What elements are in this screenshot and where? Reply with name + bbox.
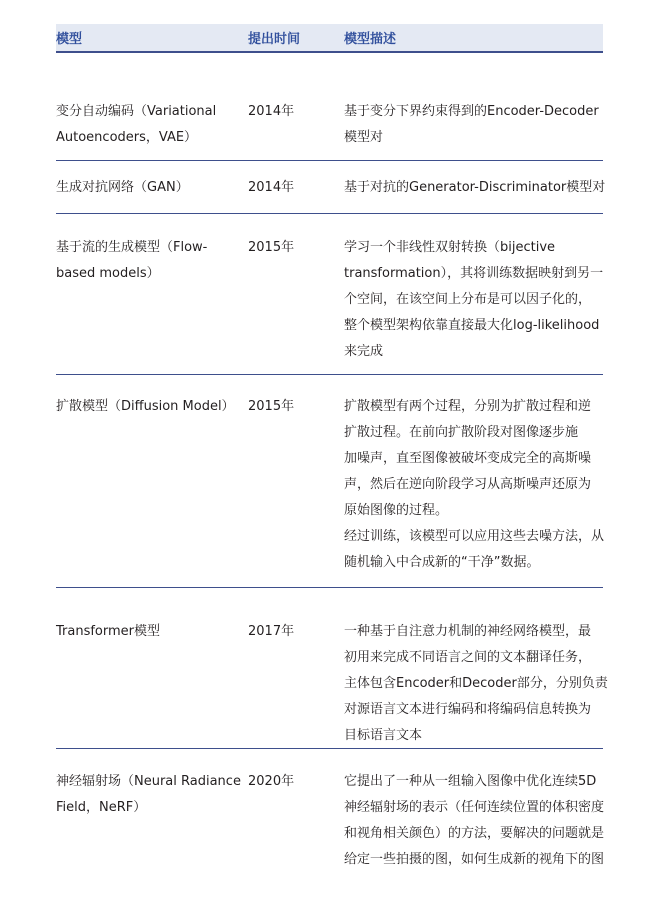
description-cell bbox=[344, 619, 608, 749]
year-cell-line: 2020年 bbox=[248, 774, 295, 789]
description-cell bbox=[344, 175, 605, 201]
table-body bbox=[56, 53, 608, 909]
description-cell-line: 扩散模型有两个过程，分别为扩散过程和逆 bbox=[344, 399, 592, 414]
year-cell-line: 2014年 bbox=[248, 104, 295, 119]
model-name-line: 变分自动编码（Variational bbox=[56, 104, 217, 119]
table-row bbox=[56, 53, 603, 161]
table-row bbox=[56, 161, 606, 214]
model-name-line: 基于流的生成模型（Flow- bbox=[56, 240, 208, 255]
description-cell-line: 原始图像的过程。 bbox=[344, 503, 449, 518]
model-name bbox=[56, 769, 241, 821]
description-cell-line: 整个模型架构依靠直接最大化log-likelihood bbox=[344, 318, 600, 333]
header-description: 模型描述 bbox=[344, 32, 397, 47]
model-name-line: Field，NeRF） bbox=[56, 800, 147, 815]
year-cell bbox=[248, 394, 294, 420]
description-cell-line: 扩散过程。在前向扩散阶段对图像逐步施 bbox=[344, 425, 579, 440]
table-row bbox=[56, 375, 603, 588]
table-row bbox=[56, 214, 603, 375]
year-cell-line: 2014年 bbox=[248, 180, 295, 195]
description-cell-line: 加噪声，直至图像被破坏变成完全的高斯噪 bbox=[344, 451, 592, 466]
description-cell-line: transformation），其将训练数据映射到另一 bbox=[344, 266, 604, 281]
description-cell-line: 神经辐射场的表示（任何连续位置的体积密度 bbox=[344, 800, 605, 815]
description-cell-line: 初用来完成不同语言之间的文本翻译任务， bbox=[344, 650, 592, 665]
model-name bbox=[56, 619, 160, 645]
description-cell-line: 随机输入中合成新的“干净”数据。 bbox=[344, 555, 540, 570]
model-name bbox=[56, 394, 235, 420]
description-cell-line: 它提出了一种从一组输入图像中优化连续5D bbox=[344, 774, 597, 789]
year-cell-line: 2015年 bbox=[248, 240, 295, 255]
model-name bbox=[56, 235, 207, 287]
year-cell-line: 2017年 bbox=[248, 624, 295, 639]
description-cell-line: 基于对抗的Generator-Discriminator模型对 bbox=[344, 180, 606, 195]
description-cell bbox=[344, 235, 603, 365]
description-cell-line: 模型对 bbox=[344, 130, 384, 145]
model-name-line: 扩散模型（Diffusion Model） bbox=[56, 399, 235, 414]
description-cell-line: 和视角相关颜色）的方法，要解决的问题就是 bbox=[344, 826, 605, 841]
header-model: 模型 bbox=[56, 32, 83, 47]
model-name-line: based models） bbox=[56, 266, 160, 281]
description-cell bbox=[344, 99, 599, 151]
year-cell bbox=[248, 769, 294, 795]
description-cell-line: 经过训练，该模型可以应用这些去噪方法，从 bbox=[344, 529, 605, 544]
description-cell-line: 给定一些拍摄的图，如何生成新的视角下的图 bbox=[344, 852, 605, 867]
description-cell-line: 主体包含Encoder和Decoder部分，分别负责 bbox=[344, 676, 608, 691]
description-cell bbox=[344, 769, 604, 873]
description-cell-line: 目标语言文本 bbox=[344, 728, 423, 743]
year-cell-line: 2015年 bbox=[248, 399, 295, 414]
model-name-line: 神经辐射场（Neural Radiance bbox=[56, 774, 241, 789]
model-name bbox=[56, 99, 216, 151]
year-cell bbox=[248, 619, 294, 645]
description-cell-line: 来完成 bbox=[344, 344, 384, 359]
description-cell-line: 一种基于自注意力机制的神经网络模型，最 bbox=[344, 624, 592, 639]
table-row bbox=[56, 749, 603, 909]
model-name-line: Autoencoders，VAE） bbox=[56, 130, 198, 145]
description-cell-line: 对源语言文本进行编码和将编码信息转换为 bbox=[344, 702, 592, 717]
year-cell bbox=[248, 175, 294, 201]
description-cell-line: 个空间，在该空间上分布是可以因子化的， bbox=[344, 292, 592, 307]
model-name-line: Transformer模型 bbox=[56, 624, 161, 639]
model-table bbox=[56, 24, 608, 909]
description-cell-line: 学习一个非线性双射转换（bijective bbox=[344, 240, 556, 255]
year-cell bbox=[248, 235, 294, 261]
model-name bbox=[56, 175, 189, 201]
description-cell bbox=[344, 394, 604, 576]
header-year: 提出时间 bbox=[248, 32, 301, 47]
table-header bbox=[56, 24, 603, 53]
table-row bbox=[56, 588, 608, 749]
description-cell-line: 基于变分下界约束得到的Encoder-Decoder bbox=[344, 104, 599, 119]
description-cell-line: 声，然后在逆向阶段学习从高斯噪声还原为 bbox=[344, 477, 592, 492]
year-cell bbox=[248, 99, 294, 125]
model-name-line: 生成对抗网络（GAN） bbox=[56, 180, 189, 195]
